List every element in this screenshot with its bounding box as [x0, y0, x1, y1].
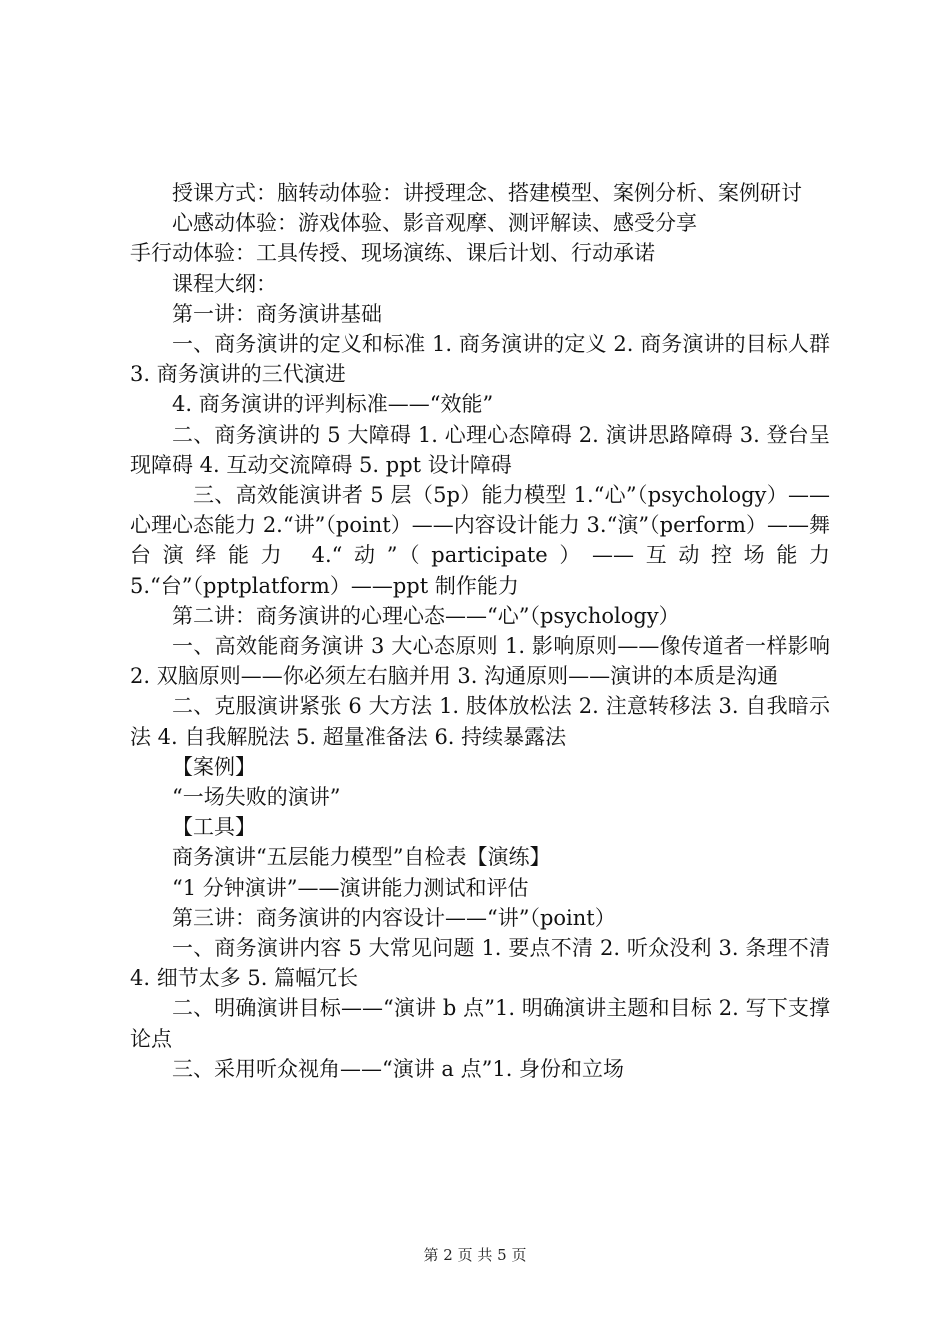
lecture-2-section-1: 一、高效能商务演讲 3 大心态原则 1. 影响原则——像传道者一样影响 2. 双脑原则——你必须左右脑并用 3. 沟通原则——演讲的本质是沟通	[130, 634, 830, 689]
tool-label: 【工具】	[172, 815, 256, 840]
lecture-1-section-1: 一、商务演讲的定义和标准 1. 商务演讲的定义 2. 商务演讲的目标人群 3. 商务演讲的三代演进	[130, 332, 830, 387]
case-title: “一场失败的演讲”	[172, 785, 341, 810]
paragraph-heart-experience: 心感动体验：游戏体验、影音观摩、测评解读、感受分享	[172, 211, 697, 236]
paragraph-outline-heading: 课程大纲：	[172, 271, 277, 296]
case-label: 【案例】	[172, 754, 256, 779]
lecture-3-section-3: 三、采用听众视角——“演讲 a 点”1. 身份和立场	[172, 1056, 625, 1081]
document-body	[130, 178, 830, 1084]
paragraph-hand-experience: 手行动体验：工具传授、现场演练、课后计划、行动承诺	[130, 241, 655, 266]
lecture-1-section-1-item-4: 4. 商务演讲的评判标准——“效能”	[172, 392, 494, 417]
tool-title: 商务演讲“五层能力模型”自检表【演练】	[172, 845, 551, 870]
lecture-3-section-1: 一、商务演讲内容 5 大常见问题 1. 要点不清 2. 听众没利 3. 条理不清 4. 细节太多 5. 篇幅冗长	[130, 936, 830, 991]
lecture-1-section-2: 二、商务演讲的 5 大障碍 1. 心理心态障碍 2. 演讲思路障碍 3. 登台呈现障碍 4. 互动交流障碍 5. ppt 设计障碍	[130, 422, 830, 477]
lecture-2-section-2: 二、克服演讲紧张 6 大方法 1. 肢体放松法 2. 注意转移法 3. 自我暗示法 4. 自我解脱法 5. 超量准备法 6. 持续暴露法	[130, 694, 830, 749]
paragraph-teaching-method: 授课方式：脑转动体验：讲授理念、搭建模型、案例分析、案例研讨	[172, 181, 802, 205]
lecture-1-title: 第一讲：商务演讲基础	[172, 301, 382, 326]
lecture-3-section-2: 二、明确演讲目标——“演讲 b 点”1. 明确演讲主题和目标 2. 写下支撑论点	[130, 996, 830, 1051]
lecture-2-title: 第二讲：商务演讲的心理心态——“心”（psychology）	[172, 603, 680, 628]
page-number-footer: 第 2 页 共 5 页	[423, 1246, 527, 1264]
exercise-title: “1 分钟演讲”——演讲能力测试和评估	[172, 875, 529, 900]
lecture-3-title: 第三讲：商务演讲的内容设计——“讲”（point）	[172, 905, 616, 930]
lecture-1-section-3: 三、高效能演讲者 5 层（5p）能力模型 1.“心”（psychology）——心理心态能力 2.“讲”（point）——内容设计能力 3.“演”（perform）——舞台演绎能力 4.“动”（participate）——互动控场能力 5.“台”（pptplatform）——ppt 制作能力	[130, 483, 830, 598]
